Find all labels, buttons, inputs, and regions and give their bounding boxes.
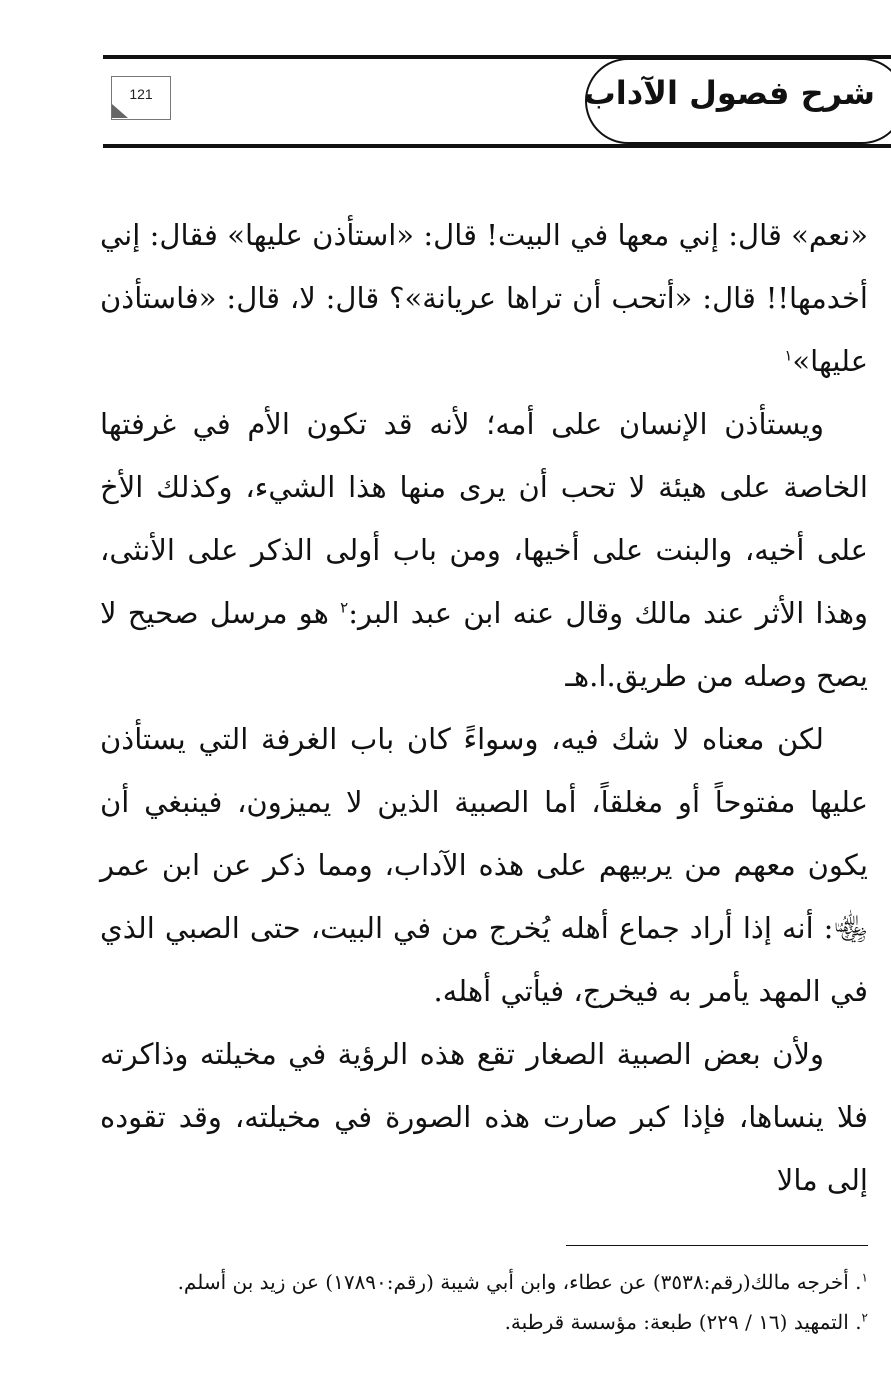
footnote-2 [60,1302,868,1342]
footnote-ref-2[interactable]: ٢ [340,598,349,617]
footnote-2-text: . التمهيد (١٦ / ٢٢٩) طبعة: مؤسسة قرطبة. [504,1310,862,1334]
footnote-1-text: . أخرجه مالك(رقم:٣٥٣٨) عن عطاء، وابن أبي شيبة (رقم:١٧٨٩٠) عن زيد بن أسلم. [177,1270,862,1294]
book-title: شرح فصول الآداب [583,74,875,112]
header-bottom-rule [103,144,891,148]
paragraph-1 [100,204,868,393]
page-number: 121 [129,86,153,102]
paragraph-1-text: «نعم» قال: إني معها في البيت! قال: «استأذن عليها» فقال: إني أخدمها!! قال: «أتحب أن تراها عريانة»؟ قال: لا، قال: «فاستأذن عليها» [100,218,868,378]
footnote-ref-1[interactable]: ١ [784,346,793,365]
footnote-1-number: ١ [861,1270,868,1285]
page-curl-icon [112,104,128,118]
footnotes [60,1262,868,1342]
footnote-separator [566,1245,868,1246]
paragraph-2-text-b: هو مرسل صحيح لا يصح وصله من طريق.ا.هـ [100,596,868,693]
paragraph-2-text-a: ويستأذن الإنسان على أمه؛ لأنه قد تكون الأم في غرفتها الخاصة على هيئة لا تحب أن يرى منها هذا الشيء، وكذلك الأخ على أخيه، والبنت على أخيها، ومن باب أولى الذكر على الأنثى، وهذا الأثر عند مالك وقال عنه ابن عبد البر: [100,407,868,630]
footnote-1 [60,1262,868,1302]
paragraph-2 [100,393,868,708]
footnote-2-number: ٢ [861,1310,868,1325]
paragraph-4: ولأن بعض الصبية الصغار تقع هذه الرؤية في مخيلته وذاكرته فلا ينساها، فإذا كبر صارت هذه الصورة في مخيلته، وقد تقوده إلى مالا [100,1037,868,1197]
main-text [100,204,868,1212]
paragraph-3: لكن معناه لا شك فيه، وسواءً كان باب الغرفة التي يستأذن عليها مفتوحاً أو مغلقاً، أما الصبية الذين لا يميزون، فينبغي أن يكون معهم من يربيهم على هذه الآداب، ومما ذكر عن ابن عمر ﵄: أنه إذا أراد جماع أهله يُخرج من في البيت، حتى الصبي الذي في المهد يأمر به فيخرج، فيأتي أهله. [100,722,868,1008]
